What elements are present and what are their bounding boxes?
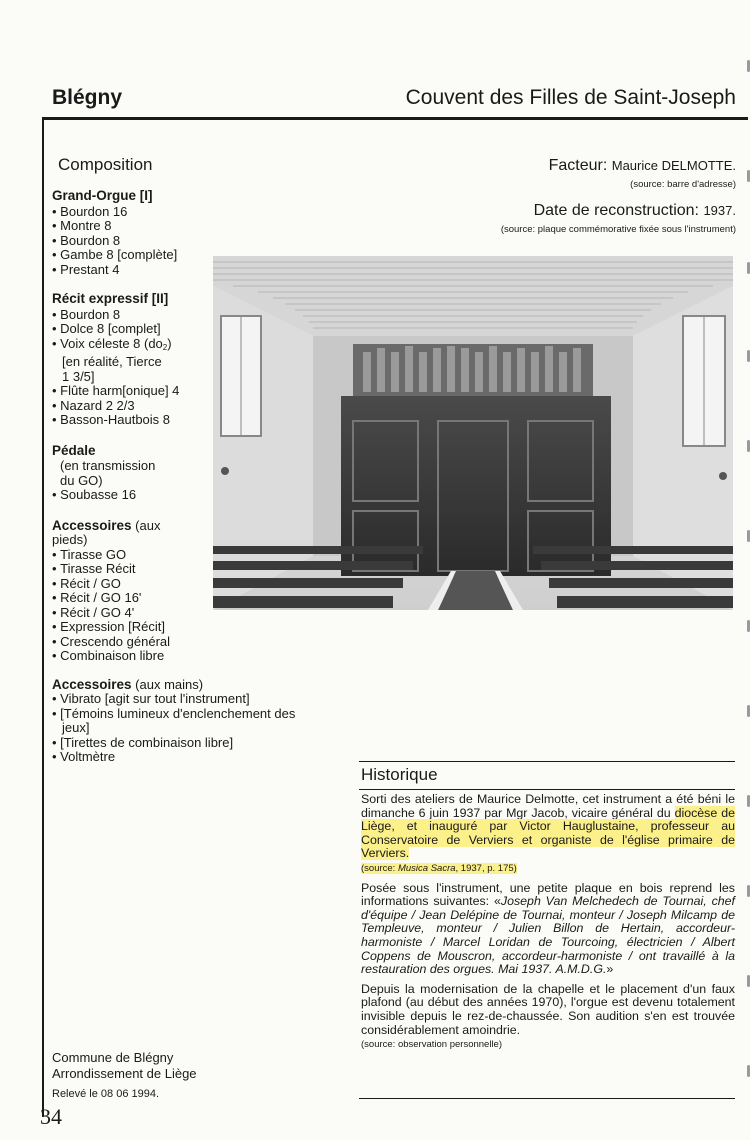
accessory-item: • [Témoins lumineux d'enclenchement des jeux]: [52, 707, 302, 736]
paragraph-text: Depuis la modernisation de la chapelle et le placement d'un faux plafond (au début des années 1970), l'orgue est devenu totalement invisible depuis le rez-de-chaussée. Son audition s'en est trouvée considérablement amoindrie.: [361, 981, 735, 1037]
accessory-item: • Tirasse Récit: [52, 562, 342, 577]
stop-item: • Bourdon 8: [52, 234, 342, 249]
building-name: Couvent des Filles de Saint-Joseph: [405, 86, 736, 109]
plaque-inscription: Joseph Van Melchedech de Tournai, chef d'équipe / Jean Delépine de Tournai, monteur / Joseph Milcamp de Templeuve, monteur / Julien Billon de Hertain, accordeur-harmoniste / Marcel Loridan de Tourcoing, électricien / Albert Coppens de Mouscron, accordeur-harmoniste / ont travaillé à la restauration des orgues. Mai 1937. A.M.D.G.: [361, 894, 735, 977]
stop-item: • Bourdon 8: [52, 308, 342, 323]
paragraph-source: (source: observation personnelle): [361, 1039, 502, 1051]
accessory-item: • Récit / GO: [52, 577, 342, 592]
facteur-label: Facteur:: [548, 157, 608, 174]
arrondissement-name: Arrondissement de Liège: [52, 1066, 197, 1081]
date-value: 1937.: [703, 203, 736, 218]
stop-item: • Gambe 8 [complète]: [52, 248, 342, 263]
paragraph-text: Posée sous l'instrument, une petite plaque en bois reprend les informations suivantes: «: [361, 880, 735, 909]
historique-rule-bottom: [359, 1098, 735, 1099]
accessory-item: • Crescendo général: [52, 635, 342, 650]
commune-name: Commune de Blégny: [52, 1050, 174, 1065]
historique-body: [361, 793, 735, 1058]
historique-title: Historique: [361, 765, 438, 784]
historique-rule-top: [359, 761, 735, 762]
accessory-item: • Tirasse GO: [52, 548, 342, 563]
left-rule: [42, 117, 44, 1117]
pedale-note: du GO): [60, 472, 103, 488]
composition-title: Composition: [58, 155, 153, 174]
survey-date: Relevé le 08 06 1994.: [52, 1088, 160, 1100]
acc-pieds-head: Accessoires (aux: [52, 517, 161, 533]
facteur-line: [549, 157, 736, 175]
facteur-value: Maurice DELMOTTE.: [611, 158, 736, 173]
village-name: Blégny: [52, 86, 123, 109]
stop-item: • Dolce 8 [complet]: [52, 322, 342, 337]
date-source: (source: plaque commémorative fixée sous l'instrument): [500, 224, 736, 235]
grand-orgue-head: Grand-Orgue [I]: [52, 188, 153, 203]
historique-paragraph: Posée sous l'instrument, une petite plaque en bois reprend les informations suivantes: «Joseph Van Melchedech de Tournai, chef d'équipe / Jean Delépine de Tournai, monteur / Joseph Milcamp de Templeuve, monteur / Julien Billon de Hertain, accordeur-harmoniste / Marcel Loridan de Tourcoing, électricien / Albert Coppens de Mouscron, accordeur-harmoniste / ont travaillé à la restauration des orgues. Mai 1937. A.M.D.G.»: [361, 880, 735, 977]
stop-item: • Bourdon 16: [52, 205, 342, 220]
facteur-source: (source: barre d'adresse): [630, 179, 736, 190]
stop-item: • Flûte harm[onique] 4: [52, 384, 342, 399]
paragraph-text: Sorti des ateliers de Maurice Delmotte, cet instrument a été béni le dimanche 6 juin 1937 par Mgr Jacob, vicaire général du: [361, 792, 735, 820]
historique-paragraph: [361, 983, 735, 1052]
accessory-item: • Récit / GO 16': [52, 591, 342, 606]
header-rule: [42, 117, 748, 120]
stop-item: • Voix céleste 8 $(do_2)$: [52, 337, 342, 356]
pedale-note: (en transmission: [60, 458, 156, 473]
stop-item: • Soubasse 16: [52, 488, 342, 503]
highlighted-text: diocèse de Liège, et inauguré par Victor Hauglustaine, professeur au Conservatoire de Verviers et organiste de l'église primaire de Verviers.: [361, 805, 735, 861]
stop-note: [en réalité, Tierce: [62, 354, 162, 369]
acc-mains-section: [52, 678, 342, 765]
stop-item: • Montre 8: [52, 219, 342, 234]
acc-mains-head: Accessoires (aux mains): [52, 676, 204, 692]
paragraph-source: (source: Musica Sacra, 1937, p. 175): [361, 862, 517, 874]
acc-pieds-head-line2: pieds): [52, 532, 88, 547]
pedale-head: Pédale: [52, 442, 96, 458]
historique-paragraph: [361, 793, 735, 876]
stop-item: • Nazard 2 2/3: [52, 399, 342, 414]
stop-item: • Prestant 4: [52, 263, 342, 278]
accessory-item: • Vibrato [agit sur tout l'instrument]: [52, 692, 342, 707]
stop-item: • Basson-Hautbois 8: [52, 413, 342, 428]
historique-rule: [359, 789, 735, 790]
stop-note: 1 3/5]: [62, 368, 95, 384]
recit-head: Récit expressif [II]: [52, 291, 169, 306]
date-label: Date de reconstruction:: [533, 202, 699, 219]
accessory-item: • [Tirettes de combinaison libre]: [52, 736, 342, 751]
accessory-item: • Voltmètre: [52, 750, 342, 765]
accessory-item: • Combinaison libre: [52, 649, 342, 664]
page-number: 34: [40, 1104, 62, 1129]
accessory-item: • Récit / GO 4': [52, 606, 342, 621]
accessory-item: • Expression [Récit]: [52, 620, 342, 635]
chapel-interior-photo: [213, 256, 733, 610]
commune-info: [52, 1050, 197, 1082]
date-line: [534, 202, 736, 220]
